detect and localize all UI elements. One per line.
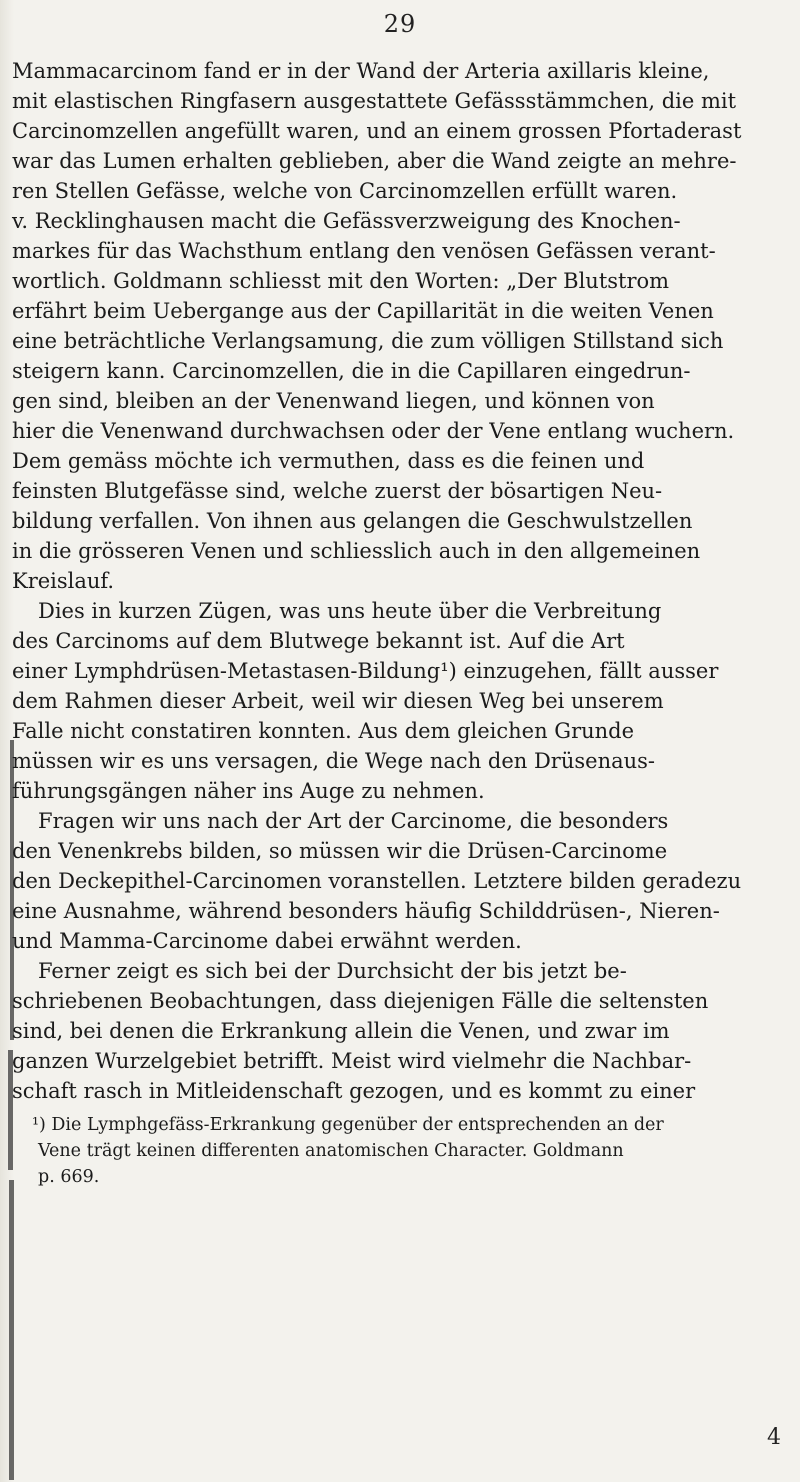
text-line: gen sind, bleiben an der Venenwand liegen, und können von bbox=[12, 389, 655, 413]
binding-mark bbox=[9, 1180, 14, 1480]
text-line: Dem gemäss möchte ich vermuthen, dass es die feinen und bbox=[12, 449, 645, 473]
text-line: Mammacarcinom fand er in der Wand der Arteria axillaris kleine, bbox=[12, 59, 710, 83]
text-line: hier die Venenwand durchwachsen oder der Vene entlang wuchern. bbox=[12, 419, 735, 443]
text-line: markes für das Wachsthum entlang den venösen Gefässen verant- bbox=[12, 239, 716, 263]
text-line: steigern kann. Carcinomzellen, die in die Capillaren eingedrun- bbox=[12, 359, 691, 383]
text-line: bildung verfallen. Von ihnen aus gelangen die Geschwulstzellen bbox=[12, 509, 693, 533]
text-line: eine beträchtliche Verlangsamung, die zum völligen Stillstand sich bbox=[12, 329, 724, 353]
text-line: Fragen wir uns nach der Art der Carcinome, die besonders bbox=[38, 809, 669, 833]
text-line: schaft rasch in Mitleidenschaft gezogen, und es kommt zu einer bbox=[12, 1079, 696, 1103]
text-line: Kreislauf. bbox=[12, 569, 115, 593]
text-line: v. Recklinghausen macht die Gefässverzweigung des Knochen- bbox=[12, 209, 681, 233]
text-line: den Deckepithel-Carcinomen voranstellen. Letztere bilden geradezu bbox=[12, 869, 742, 893]
page-number: 29 bbox=[383, 10, 417, 38]
text-line: dem Rahmen dieser Arbeit, weil wir diesen Weg bei unserem bbox=[12, 689, 664, 713]
text-line: sind, bei denen die Erkrankung allein die Venen, und zwar im bbox=[12, 1019, 670, 1043]
footnote-line: Vene trägt keinen differenten anatomischen Character. Goldmann bbox=[38, 1141, 624, 1161]
text-line: schriebenen Beobachtungen, dass diejenigen Fälle die seltensten bbox=[12, 989, 709, 1013]
text-line: mit elastischen Ringfasern ausgestattete Gefässstämmchen, die mit bbox=[12, 89, 737, 113]
text-line: einer Lymphdrüsen-Metastasen-Bildung¹) einzugehen, fällt ausser bbox=[12, 659, 719, 683]
text-line: Ferner zeigt es sich bei der Durchsicht der bis jetzt be- bbox=[38, 959, 627, 983]
text-line: feinsten Blutgefässe sind, welche zuerst der bösartigen Neu- bbox=[12, 479, 663, 503]
text-line: in die grösseren Venen und schliesslich auch in den allgemeinen bbox=[12, 539, 701, 563]
footnote-line: p. 669. bbox=[38, 1167, 100, 1187]
text-line: ganzen Wurzelgebiet betrifft. Meist wird vielmehr die Nachbar- bbox=[12, 1049, 692, 1073]
text-line: eine Ausnahme, während besonders häufig Schilddrüsen-, Nieren- bbox=[12, 899, 720, 923]
text-line: des Carcinoms auf dem Blutwege bekannt ist. Auf die Art bbox=[12, 629, 625, 653]
sheet-signature: 4 bbox=[767, 1425, 781, 1450]
text-line: Carcinomzellen angefüllt waren, und an einem grossen Pfortaderast bbox=[12, 119, 742, 143]
text-line: erfährt beim Uebergange aus der Capillarität in die weiten Venen bbox=[12, 299, 714, 323]
text-line: und Mamma-Carcinome dabei erwähnt werden. bbox=[12, 929, 522, 953]
text-line: den Venenkrebs bilden, so müssen wir die Drüsen-Carcinome bbox=[12, 839, 668, 863]
text-line: Falle nicht constatiren konnten. Aus dem gleichen Grunde bbox=[12, 719, 635, 743]
text-line: führungsgängen näher ins Auge zu nehmen. bbox=[12, 779, 485, 803]
text-line: Dies in kurzen Zügen, was uns heute über die Verbreitung bbox=[38, 599, 662, 623]
text-line: ren Stellen Gefässe, welche von Carcinomzellen erfüllt waren. bbox=[12, 179, 678, 203]
text-line: wortlich. Goldmann schliesst mit den Worten: „Der Blutstrom bbox=[12, 269, 670, 293]
text-line: müssen wir es uns versagen, die Wege nach den Drüsenaus- bbox=[12, 749, 656, 773]
footnote-line: ¹) Die Lymphgefäss-Erkrankung gegenüber der entsprechenden an der bbox=[32, 1115, 664, 1135]
text-line: war das Lumen erhalten geblieben, aber die Wand zeigte an mehre- bbox=[12, 149, 737, 173]
